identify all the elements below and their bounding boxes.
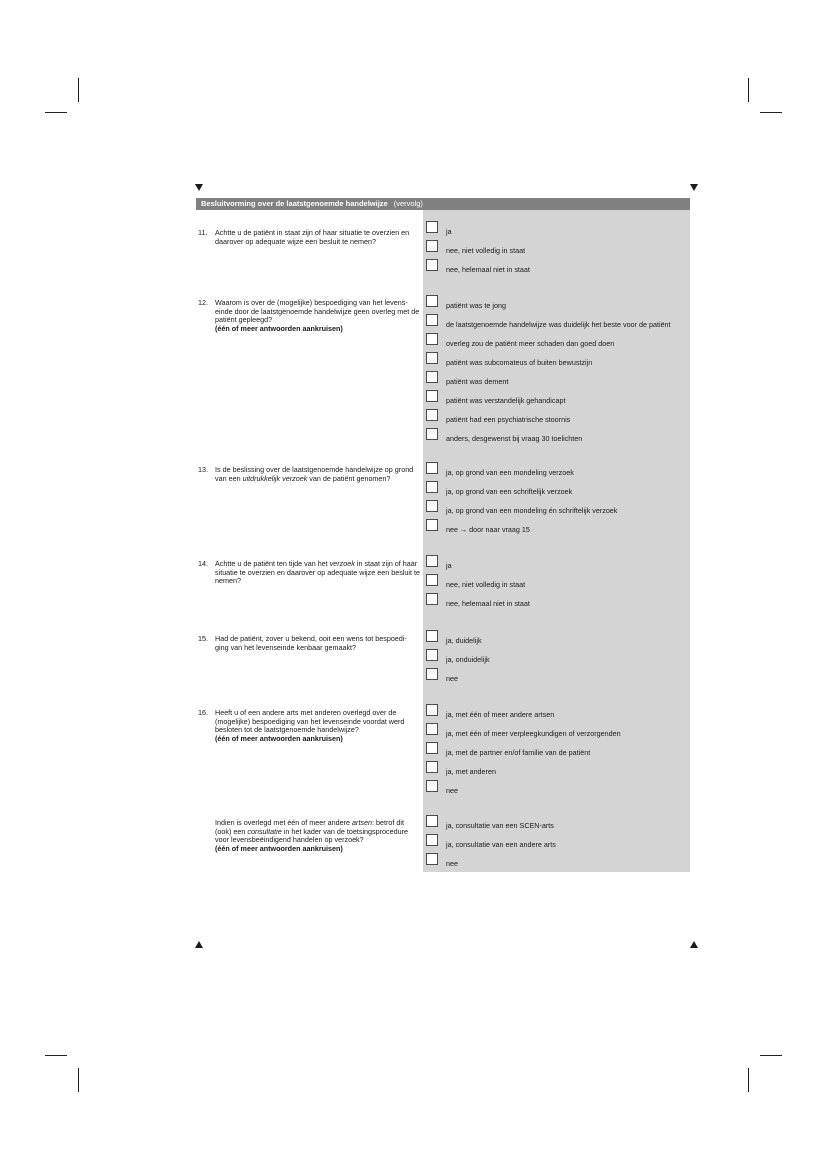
question-11 — [198, 229, 420, 246]
answer-option[interactable] — [426, 815, 688, 831]
question-followup — [198, 819, 420, 853]
question-text-part: van de patiënt genomen? — [307, 473, 391, 483]
section-subtitle: (vervolg) — [393, 199, 423, 208]
answer-checkbox[interactable] — [426, 390, 438, 402]
answer-checkbox[interactable] — [426, 649, 438, 661]
registration-triangle-icon — [195, 941, 203, 948]
answer-label: ja, consultatie van een SCEN-arts — [446, 821, 554, 830]
answer-option[interactable] — [426, 723, 688, 739]
answer-checkbox[interactable] — [426, 761, 438, 773]
answer-label: nee, helemaal niet in staat — [446, 265, 530, 274]
answer-option[interactable] — [426, 555, 688, 571]
question-text — [215, 819, 420, 853]
answer-checkbox[interactable] — [426, 723, 438, 735]
answer-label: ja, met één of meer andere artsen — [446, 710, 555, 719]
answer-label: de laatstgenoemde handelwijze was duidelijk het beste voor de patiënt — [446, 320, 671, 329]
answer-option[interactable] — [426, 853, 688, 869]
crop-mark-bottom-right — [760, 1055, 782, 1056]
answer-checkbox[interactable] — [426, 593, 438, 605]
answer-label: ja, met anderen — [446, 767, 496, 776]
answer-option[interactable] — [426, 574, 688, 590]
answer-label: ja, duidelijk — [446, 636, 482, 645]
question-text-part: uitdrukkelijk verzoek — [242, 473, 308, 483]
question-text-part: Heeft u of een andere arts met anderen overlegd over de (mogelijke) bespoediging van het levenseinde voordat werd besloten tot de laatstgenoemde handelwijze? — [215, 708, 405, 735]
answer-label: ja, op grond van een mondeling én schriftelijk verzoek — [446, 506, 618, 515]
instruction-text: (één of meer antwoorden aankruisen) — [215, 323, 343, 333]
question-text-part: Achtte u de patiënt ten tijde van het — [215, 559, 330, 568]
question-number: 15. — [198, 634, 208, 643]
answer-option[interactable] — [426, 761, 688, 777]
question-text-part: Achtte u de patiënt in staat zijn of haar situatie te overzien en daarover op adequate wijze een besluit te nemen? — [215, 228, 410, 246]
answer-label: ja, met één of meer verpleegkundigen of verzorgenden — [446, 729, 621, 738]
answer-checkbox[interactable] — [426, 834, 438, 846]
answer-label: ja, op grond van een mondeling verzoek — [446, 468, 574, 477]
answer-option[interactable] — [426, 519, 688, 535]
answer-option[interactable] — [426, 371, 688, 387]
answer-label: patiënt was dement — [446, 377, 509, 386]
answer-label: ja, met de partner en/of familie van de patiënt — [446, 748, 591, 757]
question-12 — [198, 299, 420, 333]
question-text-part: verzoek — [329, 559, 355, 568]
answer-option[interactable] — [426, 333, 688, 349]
answer-label: anders, desgewenst bij vraag 30 toelichten — [446, 434, 583, 443]
answer-checkbox[interactable] — [426, 630, 438, 642]
registration-triangle-icon — [690, 941, 698, 948]
crop-mark-bottom-left — [78, 1068, 79, 1092]
answer-checkbox[interactable] — [426, 259, 438, 271]
crop-mark-bottom-left — [45, 1055, 67, 1056]
answer-checkbox[interactable] — [426, 555, 438, 567]
answer-checkbox[interactable] — [426, 333, 438, 345]
answer-checkbox[interactable] — [426, 295, 438, 307]
answer-checkbox[interactable] — [426, 409, 438, 421]
answer-checkbox[interactable] — [426, 815, 438, 827]
answer-label: overleg zou de patiënt meer schaden dan goed doen — [446, 339, 615, 348]
answer-option[interactable] — [426, 240, 688, 256]
registration-triangle-icon — [690, 184, 698, 191]
answer-checkbox[interactable] — [426, 574, 438, 586]
answer-checkbox[interactable] — [426, 704, 438, 716]
answer-option[interactable] — [426, 390, 688, 406]
answer-checkbox[interactable] — [426, 428, 438, 440]
question-text — [215, 299, 420, 333]
answer-option[interactable] — [426, 704, 688, 720]
registration-triangle-icon — [195, 184, 203, 191]
answer-label: nee → door naar vraag 15 — [446, 525, 530, 534]
answer-option[interactable] — [426, 593, 688, 609]
answer-checkbox[interactable] — [426, 519, 438, 531]
question-15 — [198, 635, 420, 652]
answer-checkbox[interactable] — [426, 371, 438, 383]
answer-option[interactable] — [426, 314, 688, 330]
question-number: 12. — [198, 298, 208, 307]
instruction-text: (één of meer antwoorden aankruisen) — [215, 733, 343, 743]
answer-checkbox[interactable] — [426, 780, 438, 792]
answer-option[interactable] — [426, 668, 688, 684]
answer-option[interactable] — [426, 742, 688, 758]
question-text — [215, 466, 420, 483]
answer-option[interactable] — [426, 780, 688, 796]
answer-label: ja, op grond van een schriftelijk verzoek — [446, 487, 573, 496]
question-text-part: Indien is overlegd met één of meer andere — [215, 818, 353, 827]
answer-checkbox[interactable] — [426, 481, 438, 493]
answer-label: patiënt had een psychiatrische stoornis — [446, 415, 571, 424]
question-text-part: consultatie — [247, 826, 282, 836]
answer-label: ja — [446, 227, 452, 236]
question-text-part: Is de beslissing over de laatstgenoemde handelwijze op grond van een — [215, 465, 414, 483]
answer-label: nee — [446, 786, 458, 795]
answer-label: ja — [446, 561, 452, 570]
answer-checkbox[interactable] — [426, 742, 438, 754]
question-text-part: in het kader van de toetsingsprocedure voor levensbeëindigend handelen op verzoek? — [215, 826, 409, 845]
answer-label: nee, helemaal niet in staat — [446, 599, 530, 608]
answer-option[interactable] — [426, 259, 688, 275]
question-text — [215, 635, 420, 652]
crop-mark-top-left — [45, 112, 67, 113]
question-text — [215, 229, 420, 246]
question-text — [215, 709, 420, 743]
question-13 — [198, 466, 420, 483]
question-text-part: Waarom is over de (mogelijke) bespoediging van het levens-einde door de laatstgenoemde handelwijze geen overleg met de patiënt gepleegd? — [215, 298, 420, 325]
answer-label: nee, niet volledig in staat — [446, 580, 526, 589]
answer-label: nee — [446, 674, 458, 683]
answer-label: patiënt was te jong — [446, 301, 506, 310]
crop-mark-top-left — [78, 78, 79, 102]
instruction-text: (één of meer antwoorden aankruisen) — [215, 843, 343, 853]
question-16 — [198, 709, 420, 743]
question-number: 13. — [198, 465, 208, 474]
answer-label: nee — [446, 859, 458, 868]
question-14 — [198, 560, 420, 586]
answer-label: ja, consultatie van een andere arts — [446, 840, 556, 849]
answer-option[interactable] — [426, 630, 688, 646]
crop-mark-top-right — [748, 78, 749, 102]
question-text-part: in staat zijn of haar situatie te overzien en daarover op adequate wijze een besluit te nemen? — [215, 559, 420, 586]
answer-option[interactable] — [426, 481, 688, 497]
answer-label: patiënt was verstandelijk gehandicapt — [446, 396, 566, 405]
question-number: 16. — [198, 708, 208, 717]
answer-option[interactable] — [426, 649, 688, 665]
answer-checkbox[interactable] — [426, 500, 438, 512]
answer-option[interactable] — [426, 428, 688, 444]
section-header — [196, 198, 690, 210]
crop-mark-top-right — [760, 112, 782, 113]
question-text-part: Had de patiënt, zover u bekend, ooit een wens tot bespoedi-ging van het levenseinde kenbaar gemaakt? — [215, 634, 407, 652]
answer-option[interactable] — [426, 295, 688, 311]
answer-option[interactable] — [426, 462, 688, 478]
answer-label: nee, niet volledig in staat — [446, 246, 526, 255]
question-number: 11. — [198, 228, 208, 237]
answer-option[interactable] — [426, 352, 688, 368]
answer-checkbox[interactable] — [426, 221, 438, 233]
answer-option[interactable] — [426, 500, 688, 516]
section-title: Besluitvorming over de laatstgenoemde handelwijze — [201, 199, 388, 208]
answer-checkbox[interactable] — [426, 352, 438, 364]
question-text-part: : betrof dit (ook) een — [215, 818, 404, 836]
crop-mark-bottom-right — [748, 1068, 749, 1092]
answer-checkbox[interactable] — [426, 314, 438, 326]
answer-label: patiënt was subcomateus of buiten bewustzijn — [446, 358, 593, 367]
answer-option[interactable] — [426, 409, 688, 425]
question-text-part: artsen — [352, 818, 373, 827]
answer-option[interactable] — [426, 221, 688, 237]
answer-checkbox[interactable] — [426, 668, 438, 680]
question-number: 14. — [198, 559, 208, 568]
answer-checkbox[interactable] — [426, 853, 438, 865]
answer-option[interactable] — [426, 834, 688, 850]
answer-checkbox[interactable] — [426, 462, 438, 474]
answer-label: ja, onduidelijk — [446, 655, 490, 664]
question-text — [215, 560, 420, 586]
answer-checkbox[interactable] — [426, 240, 438, 252]
